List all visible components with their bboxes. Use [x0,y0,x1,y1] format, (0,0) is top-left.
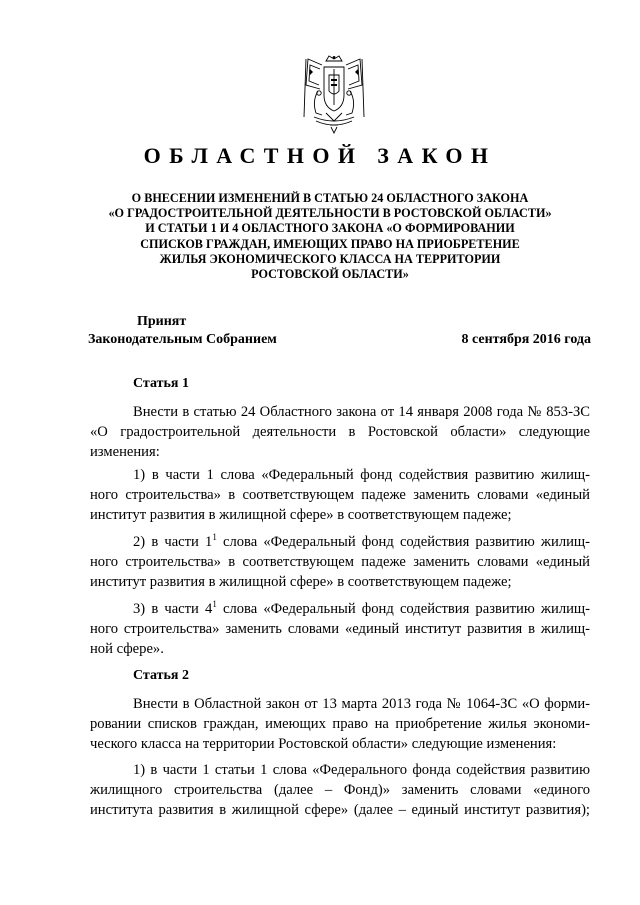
superscript: 1 [212,532,217,543]
adoption-date: 8 сентября 2016 года [461,332,591,347]
text-line [90,532,590,552]
article-2-heading: Статья 2 [133,668,189,683]
subtitle-line: «О ГРАДОСТРОИТЕЛЬНОЙ ДЕЯТЕЛЬНОСТИ В РОСТОВСКОЙ ОБЛАСТИ» [108,206,552,221]
text-line: институт развития в жилищной сфере» в соответствующем падеже; [90,507,512,523]
article-2-intro [90,694,590,754]
text-line: жилищного строительства (далее – Фонд)» заменить словами «единого [90,782,590,798]
adopted-label: Принят [137,314,187,329]
subtitle-line: О ВНЕСЕНИИ ИЗМЕНЕНИЙ В СТАТЬЮ 24 ОБЛАСТНОГО ЗАКОНА [131,191,529,205]
text-line: ного строительства» в соответствующем падеже заменить словами «единый [90,487,590,503]
article-2-item-1 [90,760,590,820]
text-line: Внести в статью 24 Областного закона от 14 января 2008 года № 853-ЗС [133,404,590,420]
text-line: ной сфере». [90,641,164,657]
text-line: ровании списков граждан, имеющих право на приобретение жилья экономи- [90,716,590,732]
text-line: ческого класса на территории Ростовской области» следующие изменения: [90,736,557,752]
text-fragment: 3) в части 4 [133,601,213,617]
coat-of-arms-icon [300,55,368,135]
text-fragment: 2) в части 1 [133,534,213,550]
article-1-intro [90,402,590,462]
law-title: ОБЛАСТНОЙ ЗАКОН [143,143,497,168]
text-line: «О градостроительной деятельности в Ростовской области» следующие [90,424,590,440]
text-line: ного строительства» в соответствующем падеже заменить словами «единый [90,554,590,570]
subtitle-line: РОСТОВСКОЙ ОБЛАСТИ» [251,267,409,282]
law-subtitle [90,191,570,282]
subtitle-line: И СТАТЬИ 1 И 4 ОБЛАСТНОГО ЗАКОНА «О ФОРМИРОВАНИИ [145,221,515,236]
text-fragment: слова «Федеральный фонд содействия развитию жилищ- [216,534,591,550]
text-line: институт развития в жилищной сфере» в соответствующем падеже; [90,574,512,590]
article-1-item-2 [90,532,590,592]
subtitle-line: ЖИЛЬЯ ЭКОНОМИЧЕСКОГО КЛАССА НА ТЕРРИТОРИИ [159,251,501,266]
text-line: 1) в части 1 слова «Федеральный фонд содействия развитию жилищ- [133,467,590,483]
text-line: института развития в жилищной сфере» (далее – единый институт развития); [90,802,590,818]
adopted-by: Законодательным Собранием [88,332,277,347]
text-line: 1) в части 1 статьи 1 слова «Федерального фонда содействия развитию [133,762,590,778]
article-1-item-3 [90,599,590,659]
text-line: ного строительства» заменить словами «единый институт развития в жилищ- [90,621,590,637]
superscript: 1 [212,599,217,610]
text-fragment: слова «Федеральный фонд содействия развитию жилищ- [216,601,591,617]
text-line: изменения: [90,444,160,460]
article-1-item-1 [90,465,590,525]
article-1-heading: Статья 1 [133,376,189,391]
text-line [90,599,590,619]
subtitle-line: СПИСКОВ ГРАЖДАН, ИМЕЮЩИХ ПРАВО НА ПРИОБРЕТЕНИЕ [140,236,520,251]
text-line: Внести в Областной закон от 13 марта 2013 года № 1064-ЗС «О форми- [133,696,590,712]
